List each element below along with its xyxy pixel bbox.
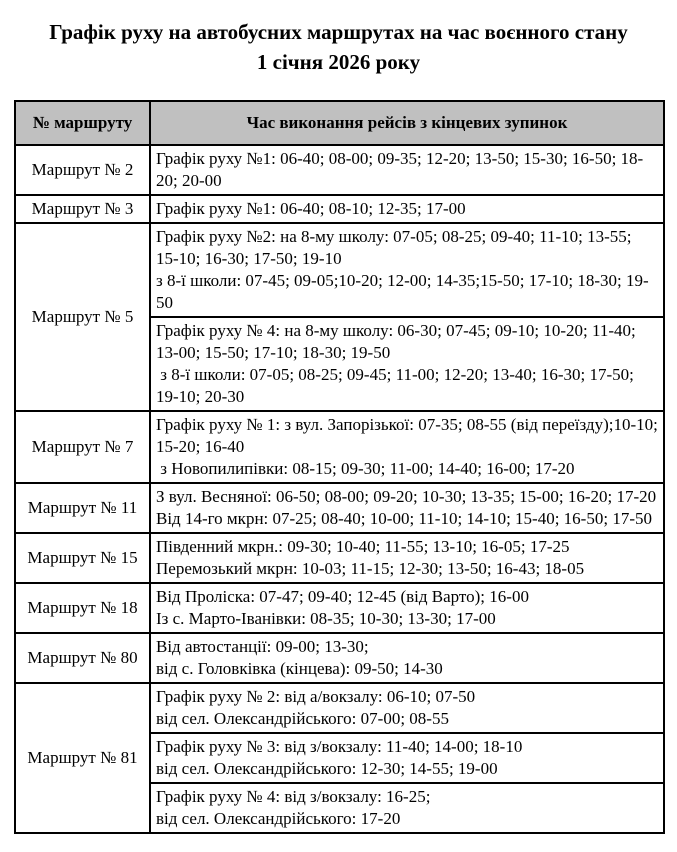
route-cell: Маршрут № 5 (15, 223, 150, 411)
route-cell: Маршрут № 81 (15, 683, 150, 833)
schedule-paragraph: Від Проліска: 07-47; 09-40; 12-45 (від Варто); 16-00 (156, 586, 529, 606)
schedule-paragraph: Графік руху № 2: від а/вокзалу: 06-10; 07-50 (156, 686, 476, 706)
schedule-cell (150, 195, 664, 223)
route-cell: Маршрут № 11 (15, 483, 150, 533)
route-cell: Маршрут № 15 (15, 533, 150, 583)
schedule-cell (150, 683, 664, 733)
table-row (15, 533, 664, 583)
schedule-paragraph: Від автостанції: 09-00; 13-30; (156, 636, 369, 656)
schedule-cell (150, 317, 664, 411)
schedule-paragraph: Графік руху № 1: з вул. Запорізької: 07-35; 08-55 (від переїзду);10-10; 15-20; 16-40 (156, 414, 663, 456)
schedule-paragraph: з 8-ї школи: 07-45; 09-05;10-20; 12-00; 14-35;15-50; 17-10; 18-30; 19-50 (156, 270, 649, 312)
title-line-1: Графік руху на автобусних маршрутах на час воєнного стану (49, 20, 628, 44)
route-cell: Маршрут № 80 (15, 633, 150, 683)
header-route-number: № маршруту (15, 101, 150, 145)
header-times: Час виконання рейсів з кінцевих зупинок (150, 101, 664, 145)
bus-schedule-table (14, 100, 665, 834)
table-row (15, 583, 664, 633)
schedule-paragraph: Графік руху № 4: на 8-му школу: 06-30; 07-45; 09-10; 10-20; 11-40; 13-00; 15-50; 17-10; 18-30; 19-50 (156, 320, 640, 362)
table-row (15, 483, 664, 533)
schedule-cell (150, 733, 664, 783)
schedule-cell (150, 223, 664, 317)
schedule-paragraph: Графік руху № 4: від з/вокзалу: 16-25; (156, 786, 431, 806)
route-cell: Маршрут № 3 (15, 195, 150, 223)
schedule-paragraph: від сел. Олександрійського: 07-00; 08-55 (156, 708, 449, 728)
table-row (15, 683, 664, 733)
table-row (15, 411, 664, 483)
schedule-paragraph: Із с. Марто-Іванівки: 08-35; 10-30; 13-30; 17-00 (156, 608, 496, 628)
schedule-cell (150, 633, 664, 683)
schedule-cell (150, 483, 664, 533)
schedule-paragraph: Графік руху №1: 06-40; 08-00; 09-35; 12-20; 13-50; 15-30; 16-50; 18-20; 20-00 (156, 148, 644, 190)
schedule-paragraph: від сел. Олександрійського: 17-20 (156, 808, 401, 828)
table-header-row (15, 101, 664, 145)
route-cell: Маршрут № 18 (15, 583, 150, 633)
schedule-cell (150, 145, 664, 195)
schedule-paragraph: Південний мкрн.: 09-30; 10-40; 11-55; 13-10; 16-05; 17-25 (156, 536, 570, 556)
schedule-cell (150, 411, 664, 483)
table-row (15, 223, 664, 317)
table-row (15, 145, 664, 195)
route-cell: Маршрут № 2 (15, 145, 150, 195)
table-row (15, 633, 664, 683)
schedule-paragraph: Графік руху № 3: від з/вокзалу: 11-40; 14-00; 18-10 (156, 736, 523, 756)
route-cell: Маршрут № 7 (15, 411, 150, 483)
schedule-paragraph: від с. Головківка (кінцева): 09-50; 14-30 (156, 658, 443, 678)
schedule-paragraph: з Новопилипівки: 08-15; 09-30; 11-00; 14-40; 16-00; 17-20 (156, 458, 575, 478)
schedule-paragraph: Графік руху №1: 06-40; 08-10; 12-35; 17-00 (156, 198, 466, 218)
page-title (14, 18, 663, 78)
table-row (15, 195, 664, 223)
schedule-paragraph: Від 14-го мкрн: 07-25; 08-40; 10-00; 11-10; 14-10; 15-40; 16-50; 17-50 (156, 508, 652, 528)
schedule-paragraph: Графік руху №2: на 8-му школу: 07-05; 08-25; 09-40; 11-10; 13-55; 15-10; 16-30; 17-50; 19-10 (156, 226, 636, 268)
schedule-cell (150, 533, 664, 583)
schedule-cell (150, 583, 664, 633)
schedule-paragraph: від сел. Олександрійського: 12-30; 14-55; 19-00 (156, 758, 498, 778)
schedule-paragraph: З вул. Весняної: 06-50; 08-00; 09-20; 10-30; 13-35; 15-00; 16-20; 17-20 (156, 486, 657, 506)
title-line-2: 1 січня 2026 року (256, 49, 421, 74)
schedule-paragraph: з 8-ї школи: 07-05; 08-25; 09-45; 11-00; 12-20; 13-40; 16-30; 17-50; 19-10; 20-30 (156, 364, 639, 406)
schedule-cell (150, 783, 664, 833)
schedule-paragraph: Перемозький мкрн: 10-03; 11-15; 12-30; 13-50; 16-43; 18-05 (156, 558, 585, 578)
